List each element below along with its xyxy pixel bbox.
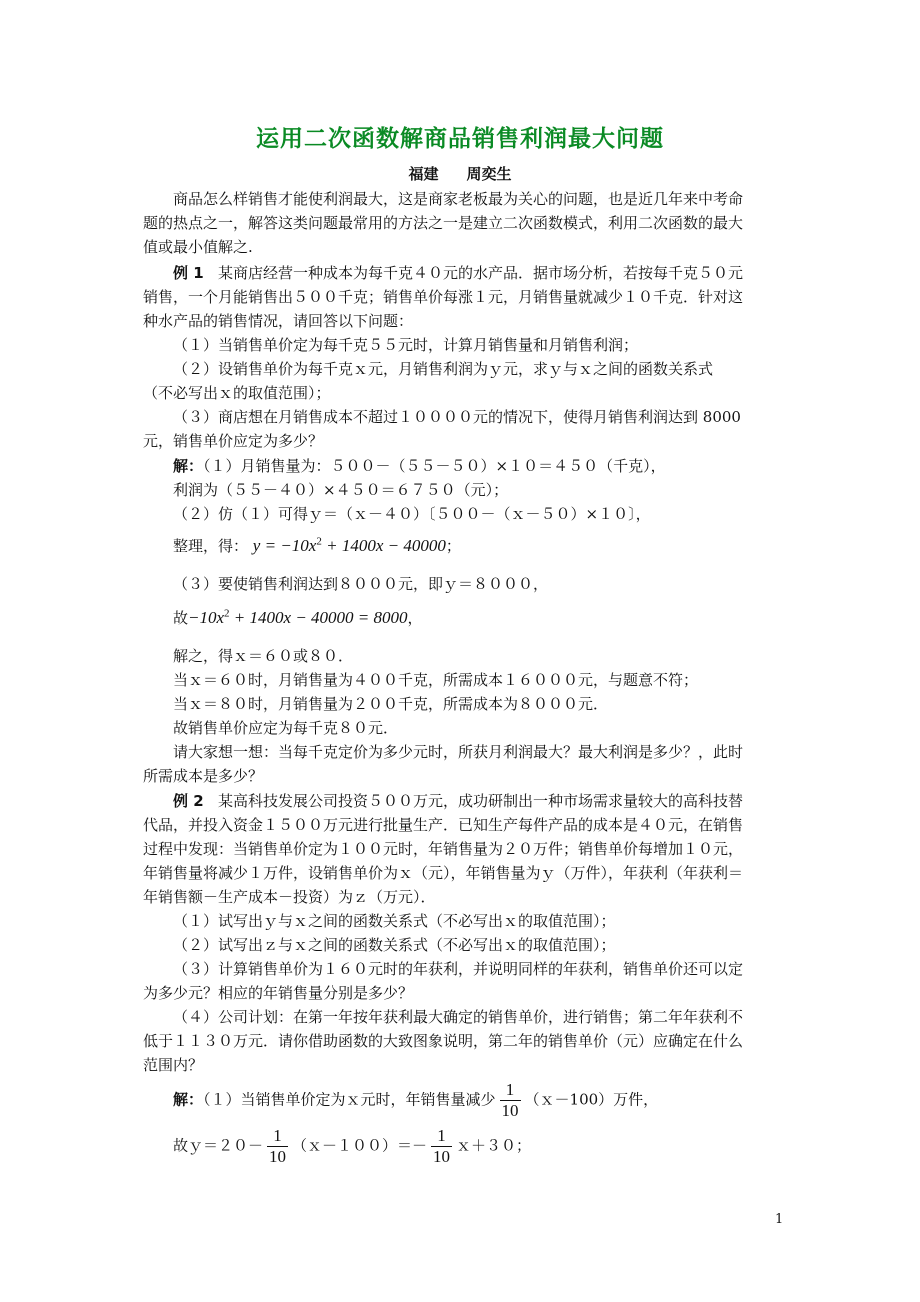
example-1-label: 例 1: [173, 264, 204, 282]
solution-2-text: ｘ＋３０；: [456, 1136, 532, 1155]
example-1-line: 种水产品的销售情况，请回答以下问题：: [143, 312, 414, 330]
formula-part: + 1400x − 40000: [321, 536, 446, 555]
solution-1-text: （１）月销售量为：５００－（５５－５０）×１０＝４５０（千克），: [203, 457, 666, 475]
solution-2-text: （１）当销售单价定为ｘ元时，年销售量减少: [203, 1090, 496, 1109]
fraction-one-tenth: [431, 1126, 452, 1167]
equation-exponent: 2: [224, 607, 230, 620]
example-2-question-3: （３）计算销售单价为１６０元时的年获利，并说明同样的年获利，销售单价还可以定: [173, 960, 744, 978]
equation-suffix: ，: [407, 609, 423, 627]
fraction-denominator: 10: [269, 1147, 287, 1166]
solution-2-line-2: [173, 1126, 531, 1167]
fraction-one-tenth: [500, 1080, 521, 1121]
equation-prefix: 故: [173, 609, 189, 627]
example-1-line: [173, 262, 743, 283]
example-1-question-1: （１）当销售单价定为每千克５５元时，计算月销售量和月销售利润；: [173, 336, 639, 354]
quadratic-equation: [188, 608, 408, 627]
example-1-line: 销售，一个月能销售出５００千克；销售单价每涨１元，月销售量就减少１０千克．针对这: [143, 288, 744, 306]
solution-1-line: 当ｘ＝８０时，月销售量为２００千克，所需成本为８０００元．: [173, 695, 609, 713]
fraction-denominator: 10: [501, 1101, 519, 1120]
page-number: 1: [775, 1212, 784, 1227]
example-1-text: 某商店经营一种成本为每千克４０元的水产品．据市场分析，若按每千克５０元: [217, 264, 743, 282]
solution-2-text: （ｘ－100）万件，: [524, 1090, 659, 1109]
fraction-numerator: 1: [267, 1126, 288, 1147]
solution-1-line: [173, 455, 666, 476]
page-title: 运用二次函数解商品销售利润最大问题: [256, 126, 664, 152]
formula-part: y = −10x: [252, 536, 317, 555]
solution-1-line: 故销售单价应定为每千克８０元．: [173, 719, 399, 737]
example-2-line: 年销售额－生产成本－投资）为ｚ（万元）．: [143, 888, 436, 906]
formula-exponent: 2: [316, 535, 322, 548]
solution-1-line: （２）仿（１）可得ｙ＝（ｘ－４０）〔５００－（ｘ－５０）×１０〕，: [173, 505, 651, 523]
example-2-line: [173, 790, 743, 811]
equation-part: −10x: [188, 608, 225, 627]
example-2-question-4-cont: 范围内？: [143, 1056, 204, 1074]
solution-label: 解：: [173, 1090, 204, 1109]
intro-line: 商品怎么样销售才能使利润最大，这是商家老板最为关心的问题，也是近几年来中考命: [173, 190, 744, 208]
example-2-line: 年销售量将减少１万件，设销售单价为ｘ（元），年销售量为ｙ（万件），年获利（年获利＝: [143, 864, 744, 882]
example-1-question-2: （２）设销售单价为每千克ｘ元，月销售利润为ｙ元，求ｙ与ｘ之间的函数关系式: [173, 360, 714, 378]
author-name: 周奕生: [466, 165, 512, 183]
fraction-denominator: 10: [433, 1147, 451, 1166]
solution-1-equation-line: [173, 607, 423, 628]
equation-part: + 1400x − 40000 = 8000: [229, 608, 408, 627]
fraction-numerator: 1: [500, 1080, 521, 1101]
think-question: 请大家想一想：当每千克定价为多少元时，所获月利润最大？最大利润是多少？，此时: [173, 743, 744, 761]
solution-1-formula-line: [173, 535, 461, 556]
example-2-line: 过程中发现：当销售单价定为１００元时，年销售量为２０万件；销售单价每增加１０元，: [143, 840, 744, 858]
example-2-question-4-cont: 低于１１３０万元．请你借助函数的大致图象说明，第二年的销售单价（元）应确定在什么: [143, 1032, 744, 1050]
solution-2-line-1: [173, 1080, 658, 1121]
quadratic-formula: [253, 536, 446, 555]
solution-label: 解：: [173, 457, 204, 475]
example-2-question-2: （２）试写出ｚ与ｘ之间的函数关系式（不必写出ｘ的取值范围）；: [173, 936, 616, 954]
example-1-question-3-cont: 元，销售单价应定为多少？: [143, 432, 324, 450]
fraction-one-tenth: [267, 1126, 288, 1167]
example-1-question-2-cont: （不必写出ｘ的取值范围）；: [143, 384, 331, 402]
example-2-label: 例 2: [173, 792, 204, 810]
intro-line: 值或最小值解之.: [143, 238, 253, 256]
fraction-numerator: 1: [431, 1126, 452, 1147]
formula-prefix: 整理，得：: [173, 537, 249, 555]
example-2-question-4: （４）公司计划：在第一年按年获利最大确定的销售单价，进行销售；第二年年获利不: [173, 1008, 744, 1026]
solution-1-line: 当ｘ＝６０时，月销售量为４００千克，所需成本１６０００元，与题意不符；: [173, 671, 699, 689]
solution-2-text: （ｘ－１００）＝－: [292, 1136, 428, 1155]
solution-2-text: 故ｙ＝２０－: [173, 1136, 264, 1155]
author-line: [0, 163, 920, 184]
example-2-text: 某高科技发展公司投资５００万元，成功研制出一种市场需求量较大的高科技替: [217, 792, 743, 810]
solution-1-line: 利润为（５５－４０）×４５０＝６７５０（元）；: [173, 481, 509, 499]
example-2-question-1: （１）试写出ｙ与ｘ之间的函数关系式（不必写出ｘ的取值范围）；: [173, 912, 616, 930]
example-2-question-3-cont: 为多少元？相应的年销售量分别是多少？: [143, 984, 414, 1002]
example-1-question-3: （３）商店想在月销售成本不超过１００００元的情况下，使得月销售利润达到 8000: [173, 408, 741, 426]
solution-1-line: 解之，得ｘ＝６０或８０．: [173, 647, 354, 665]
solution-1-line: （３）要使销售利润达到８０００元，即ｙ＝８０００，: [173, 575, 549, 593]
author-region: 福建: [408, 165, 439, 183]
example-2-line: 代品，并投入资金１５００万元进行批量生产．已知生产每件产品的成本是４０元，在销售: [143, 816, 744, 834]
formula-suffix: ；: [445, 537, 461, 555]
think-question-cont: 所需成本是多少？: [143, 767, 264, 785]
intro-line: 题的热点之一，解答这类问题最常用的方法之一是建立二次函数模式，利用二次函数的最大: [143, 214, 744, 232]
